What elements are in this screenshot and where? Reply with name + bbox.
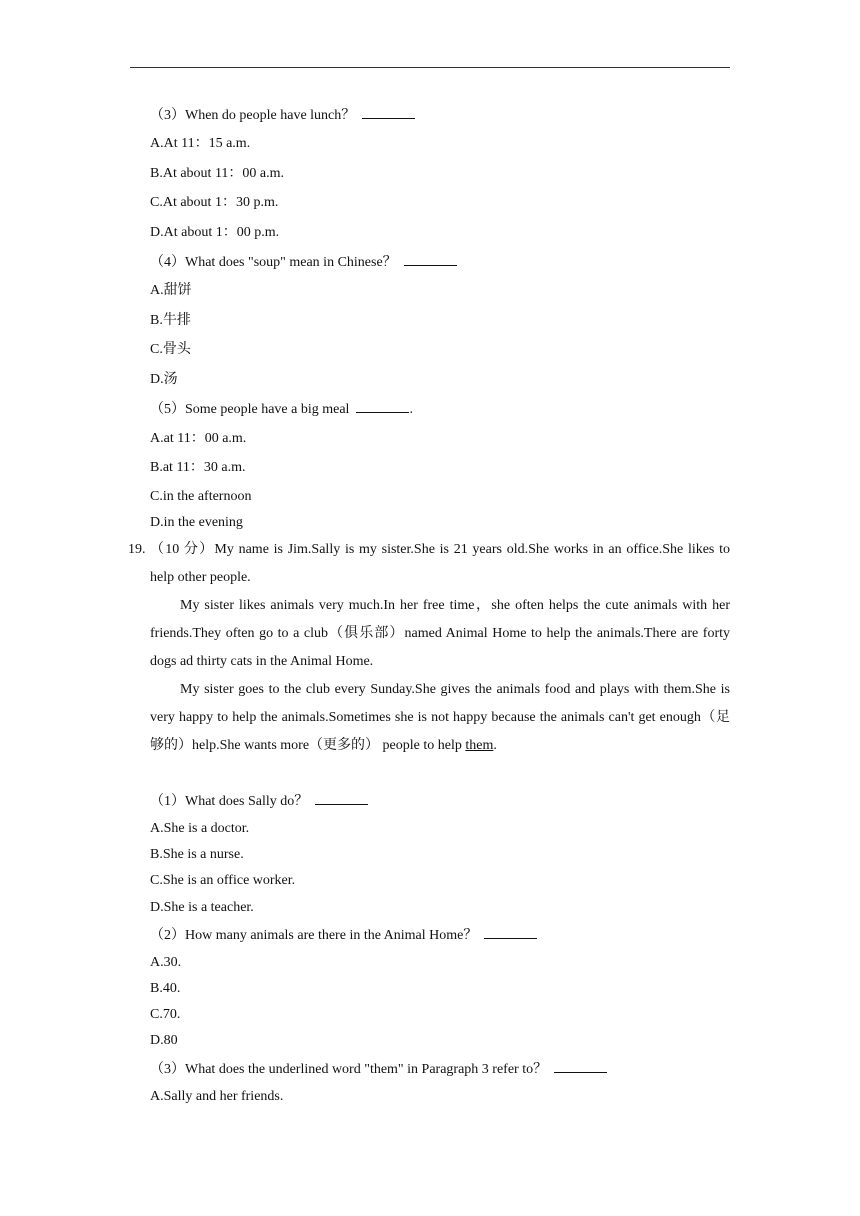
option: A.She is a doctor.: [150, 821, 250, 836]
option: C.in the afternoon: [150, 489, 252, 504]
option: C.She is an office worker.: [150, 873, 296, 888]
passage-paragraph-3: [150, 676, 730, 760]
question-stem: [150, 106, 415, 125]
question-stem: [150, 1060, 607, 1079]
answer-blank: [315, 792, 368, 805]
question-number: 19.: [128, 542, 146, 557]
option: A.At 11：15 a.m.: [150, 136, 251, 151]
paragraph-text: My sister goes to the club every Sunday.She gives the animals food and plays with them.She is very happy to help the animals.Sometimes she is not happy because the animals can't get enough（足够的）help.She wants more（更多的） people to help: [150, 682, 730, 753]
option: D.At about 1：00 p.m.: [150, 225, 280, 240]
option: B.At about 11：00 a.m.: [150, 166, 285, 181]
option: C.At about 1：30 p.m.: [150, 195, 279, 210]
score-label: （10 分）: [150, 542, 215, 557]
option: A.at 11：00 a.m.: [150, 431, 247, 446]
option: C.70.: [150, 1007, 181, 1022]
option: D.in the evening: [150, 515, 243, 530]
option: D.She is a teacher.: [150, 900, 254, 915]
option: D.汤: [150, 372, 178, 387]
underlined-word: them: [465, 738, 494, 753]
passage-paragraph-2: My sister likes animals very much.In her free time，she often helps the cute animals with her friends.They often go to a club（俱乐部）named Animal Home to help the animals.There are forty dogs ad thirty cats in the Animal Home.: [150, 598, 730, 669]
answer-blank: [362, 106, 415, 119]
question-stem: [150, 792, 368, 811]
question-stem: [150, 253, 457, 272]
option: A.Sally and her friends.: [150, 1089, 284, 1104]
option: C.骨头: [150, 342, 191, 357]
question-stem-text: （3）What does the underlined word "them" in Paragraph 3 refer to？: [150, 1062, 548, 1077]
option: A.30.: [150, 955, 182, 970]
option: A.甜饼: [150, 283, 192, 298]
question-stem-text: （2）How many animals are there in the Animal Home？: [150, 928, 478, 943]
question-stem-text: （5）Some people have a big meal: [150, 402, 350, 417]
question-stem: [150, 926, 537, 945]
question-stem-text: （4）What does "soup" mean in Chinese？: [150, 255, 397, 270]
question-stem: [150, 400, 413, 419]
option: B.She is a nurse.: [150, 847, 244, 862]
paragraph-text: My name is Jim.Sally is my sister.She is 21 years old.She works in an office.She likes to help other people.: [150, 542, 730, 585]
answer-blank: [484, 926, 537, 939]
question-stem-text: （1）What does Sally do？: [150, 794, 309, 809]
option: B.40.: [150, 981, 181, 996]
option: B.at 11：30 a.m.: [150, 460, 246, 475]
answer-blank: [404, 253, 457, 266]
stem-suffix: .: [409, 402, 413, 417]
answer-blank: [554, 1060, 607, 1073]
option: B.牛排: [150, 313, 191, 328]
option: D.80: [150, 1033, 178, 1048]
answer-blank: [356, 400, 409, 413]
paragraph-end: .: [493, 738, 497, 753]
question-stem-text: （3）When do people have lunch？: [150, 108, 356, 123]
header-rule: [130, 67, 730, 68]
passage-paragraph-1: [150, 536, 730, 592]
